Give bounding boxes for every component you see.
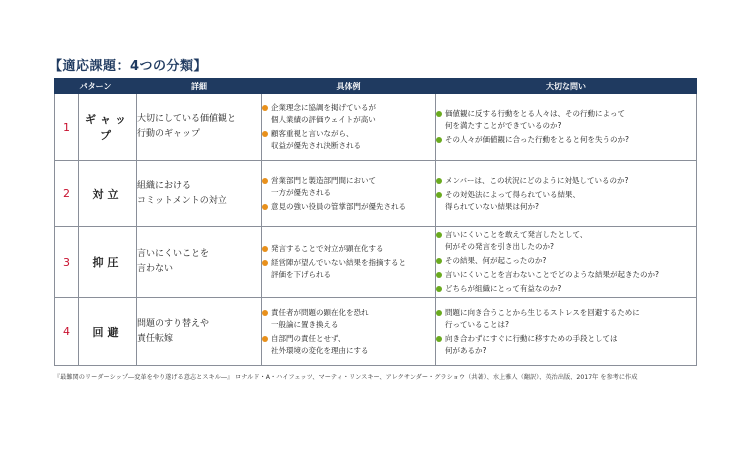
table-row <box>55 94 697 161</box>
question-text: その結果、何が起こったのか? <box>445 256 547 265</box>
detail-text <box>137 298 262 366</box>
question-item <box>436 134 696 146</box>
green-bullet-icon <box>436 286 442 292</box>
example-text: 経営陣が望んでいない結果を指摘すると 評価を下げられる <box>271 258 406 279</box>
pattern-name: 対立 <box>79 161 137 227</box>
orange-bullet-icon <box>262 204 268 210</box>
question-item <box>436 189 696 213</box>
question-item <box>436 108 696 132</box>
examples-cell <box>262 161 436 227</box>
question-item <box>436 175 696 187</box>
table-row <box>55 161 697 227</box>
question-item <box>436 229 696 253</box>
question-item <box>436 269 696 281</box>
green-bullet-icon <box>436 232 442 238</box>
classification-table <box>54 78 697 366</box>
detail-label: 組織における コミットメントの対立 <box>137 180 227 206</box>
detail-label: 言いにくいことを 言わない <box>137 249 210 274</box>
question-text: 問題に向き合うことから生じるストレスを回避するために 行っていることは? <box>445 307 640 329</box>
example-item <box>262 333 435 357</box>
row-number: 2 <box>55 161 79 227</box>
question-item <box>436 333 696 357</box>
table-header-row <box>55 79 697 94</box>
header-pattern: パターン <box>55 79 137 94</box>
green-bullet-icon <box>436 111 442 117</box>
question-text: 言いにくいことを敢えて発言したとして、 何がその発言を引き出したのか? <box>445 230 588 251</box>
pattern-name: 抑圧 <box>79 227 137 298</box>
example-item <box>262 128 435 152</box>
example-item <box>262 175 435 199</box>
page-title: 【適応課題：4つの分類】 <box>49 59 208 74</box>
examples-cell <box>262 94 436 161</box>
header-questions: 大切な問い <box>436 79 697 94</box>
example-text: 企業理念に協調を掲げているが 個人業績の評価ウェイトが高い <box>271 103 376 124</box>
row-number: 3 <box>55 227 79 298</box>
example-text: 発言することで対立が顕在化する <box>271 244 384 253</box>
detail-text <box>137 94 262 161</box>
questions-cell <box>436 161 697 227</box>
example-text: 責任者が問題の顕在化を恐れ 一般論に置き換える <box>271 307 369 329</box>
example-item <box>262 257 435 281</box>
example-item <box>262 201 435 213</box>
examples-cell <box>262 227 436 298</box>
question-text: その人々が価値観に合った行動をとると何を失うのか? <box>445 135 629 144</box>
question-text: 言いにくいことを言わないことでどのような結果が起きたのか? <box>445 270 659 279</box>
green-bullet-icon <box>436 336 442 342</box>
question-item <box>436 307 696 331</box>
row-number: 4 <box>55 298 79 366</box>
example-item <box>262 307 435 331</box>
example-item <box>262 102 435 126</box>
source-citation: 『最難関のリーダーシップ―変革をやり遂げる意志とスキル―』 ロナルド・A・ハイフェッツ、マーティ・リンスキー、アレクサンダー・グラショウ（共著）、水上雅人（翻訳）、英治出版、2017年 を参考に作成 <box>54 374 638 381</box>
examples-cell <box>262 298 436 366</box>
header-examples: 具体例 <box>262 79 436 94</box>
table-row <box>55 227 697 298</box>
orange-bullet-icon <box>262 131 268 137</box>
example-text: 営業部門と製造部門間において 一方が優先される <box>271 175 376 197</box>
pattern-name: ギャップ <box>79 94 137 161</box>
question-item <box>436 255 696 267</box>
header-detail: 詳細 <box>137 79 262 94</box>
detail-text <box>137 161 262 227</box>
question-item <box>436 283 696 295</box>
example-item <box>262 243 435 255</box>
detail-label: 問題のすり替えや 責任転嫁 <box>137 318 210 344</box>
detail-label: 大切にしている価値観と 行動のギャップ <box>137 114 237 139</box>
green-bullet-icon <box>436 310 442 316</box>
example-text: 顧客重視と言いながら、 収益が優先され決断される <box>271 129 361 150</box>
questions-cell <box>436 94 697 161</box>
questions-cell <box>436 227 697 298</box>
row-number: 1 <box>55 94 79 161</box>
orange-bullet-icon <box>262 336 268 342</box>
orange-bullet-icon <box>262 105 268 111</box>
green-bullet-icon <box>436 178 442 184</box>
orange-bullet-icon <box>262 310 268 316</box>
green-bullet-icon <box>436 272 442 278</box>
orange-bullet-icon <box>262 260 268 266</box>
question-text: どちらが組織にとって有益なのか? <box>445 284 562 293</box>
example-text: 意見の強い役員の管掌部門が優先される <box>271 201 406 211</box>
question-text: その対処法によって得られている結果、 得られていない結果は何か? <box>445 189 580 211</box>
question-text: 向き合わずにすぐに行動に移すための手段としては 何があるか? <box>445 333 618 355</box>
questions-cell <box>436 298 697 366</box>
green-bullet-icon <box>436 258 442 264</box>
detail-text <box>137 227 262 298</box>
green-bullet-icon <box>436 192 442 198</box>
question-text: 価値観に反する行動をとる人々は、その行動によって 何を満たすことができているのか? <box>445 109 625 130</box>
green-bullet-icon <box>436 137 442 143</box>
orange-bullet-icon <box>262 178 268 184</box>
orange-bullet-icon <box>262 246 268 252</box>
question-text: メンバーは、この状況にどのように対処しているのか? <box>445 175 629 185</box>
pattern-name: 回避 <box>79 298 137 366</box>
example-text: 自部門の責任とせず、 社外環境の変化を理由にする <box>271 333 369 355</box>
table-row <box>55 298 697 366</box>
